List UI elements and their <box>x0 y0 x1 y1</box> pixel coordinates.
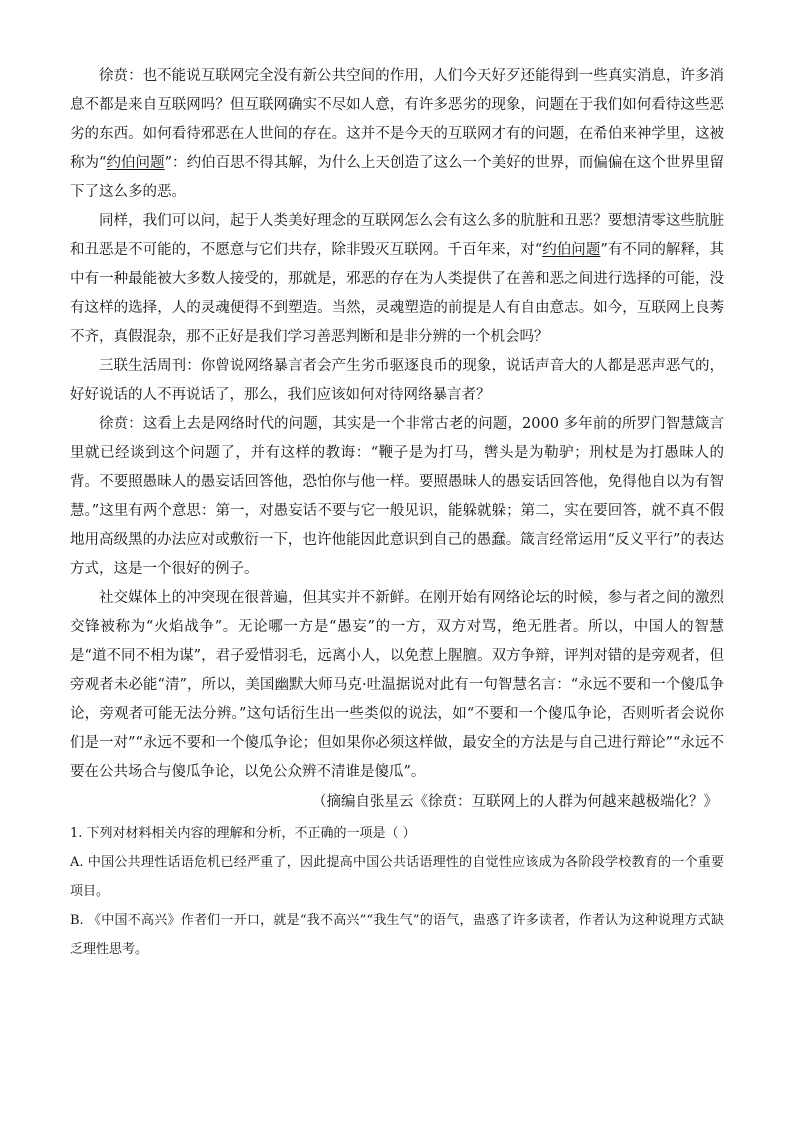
option-a: A. 中国公共理性话语危机已经严重了，因此提高中国公共话语理性的自觉性应该成为各阶段学校教育的一个重要项目。 <box>70 855 724 899</box>
paragraph-5: 社交媒体上的冲突现在很普遍，但其实并不新鲜。在刚开始有网络论坛的时候，参与者之间的激烈交锋被称为“火焰战争”。无论哪一方是“愚妄”的一方，双方对骂，绝无胜者。所以，中国人的智慧是“道不同不相为谋”，君子爱惜羽毛，远离小人，以免惹上腥膻。双方争辩，评判对错的是旁观者，但旁观者未必能“清”，所以，美国幽默大师马克·吐温据说对此有一句智慧名言：“永远不要和一个傻瓜争论，旁观者可能无法分辨。”这句话衍生出一些类似的说法，如“不要和一个傻瓜争论，否则听者会说你们是一对”“永远不要和一个傻瓜争论；但如果你必须这样做，最安全的方法是与自己进行辩论”“永远不要在公共场合与傻瓜争论，以免公众辨不清谁是傻瓜”。 <box>70 590 724 780</box>
paragraph-2-text-a: 同样，我们可以问，起于人类美好理念的互联网怎么会有这么多的肮脏和丑恶？要想清零这些肮脏和丑恶是不可能的，不愿意与它们共存，除非毁灭互联网。千百年来，对“ <box>70 213 724 258</box>
paragraph-1-text-a: 徐贲：也不能说互联网完全没有新公共空间的作用，人们今天好歹还能得到一些真实消息，许多消息不都是来自互联网吗？但互联网确实不尽如人意，有许多恶劣的现象，问题在于我们如何看待这些恶劣的东西。如何看待邪恶在人世间的存在。这并不是今天的互联网才有的问题，在希伯来神学里，这被称为“ <box>70 68 724 171</box>
option-b: B. 《中国不高兴》作者们一开口，就是“我不高兴”“我生气”的语气，蛊惑了许多读者，作者认为这种说理方式缺乏理性思考。 <box>70 913 724 957</box>
paragraph-1 <box>70 62 724 207</box>
paragraph-2 <box>70 207 724 352</box>
paragraph-2-text-b: ”有不同的解释，其中有一种最能被大多数人接受的，那就是，邪恶的存在为人类提供了在善和恶之间进行选择的可能，没有这样的选择，人的灵魂便得不到塑造。当然，灵魂塑造的前提是人有自由意志。如今，互联网上良莠不齐，真假混杂，那不正好是我们学习善恶判断和是非分辨的一个机会吗？ <box>70 242 724 345</box>
question-stem: 1. 下列对材料相关内容的理解和分析，不正确的一项是（ ） <box>70 826 416 841</box>
document-page <box>70 62 724 964</box>
paragraph-2-underlined-term: 约伯问题 <box>542 242 601 258</box>
paragraph-1-text-b: ”：约伯百思不得其解，为什么上天创造了这么一个美好的世界，而偏偏在这个世界里留下了这么多的恶。 <box>70 155 724 200</box>
source-citation: （摘编自张星云《徐贲：互联网上的人群为何越来越极端化？》 <box>312 794 718 810</box>
paragraph-1-underlined-term: 约伯问题 <box>106 155 165 171</box>
paragraph-3: 三联生活周刊：你曾说网络暴言者会产生劣币驱逐良币的现象，说话声音大的人都是恶声恶气的，好好说话的人不再说话了，那么，我们应该如何对待网络暴言者？ <box>70 358 724 403</box>
paragraph-4: 徐贲：这看上去是网络时代的问题，其实是一个非常古老的问题，2000 多年前的所罗门智慧箴言里就已经谈到这个问题了，并有这样的教诲：“鞭子是为打马，辔头是为勒驴；刑杖是为打愚昧人的背。不要照愚昧人的愚妄话回答他，恐怕你与他一样。要照愚昧人的愚妄话回答他，免得他自以为有智慧。”这里有两个意思：第一，对愚妄话不要与它一般见识，能躲就躲；第二，实在要回答，就不真不假地用高级黑的办法应对或敷衍一下，也许他能因此意识到自己的愚蠢。箴言经常运用“反义平行”的表达方式，这是一个很好的例子。 <box>70 416 724 577</box>
